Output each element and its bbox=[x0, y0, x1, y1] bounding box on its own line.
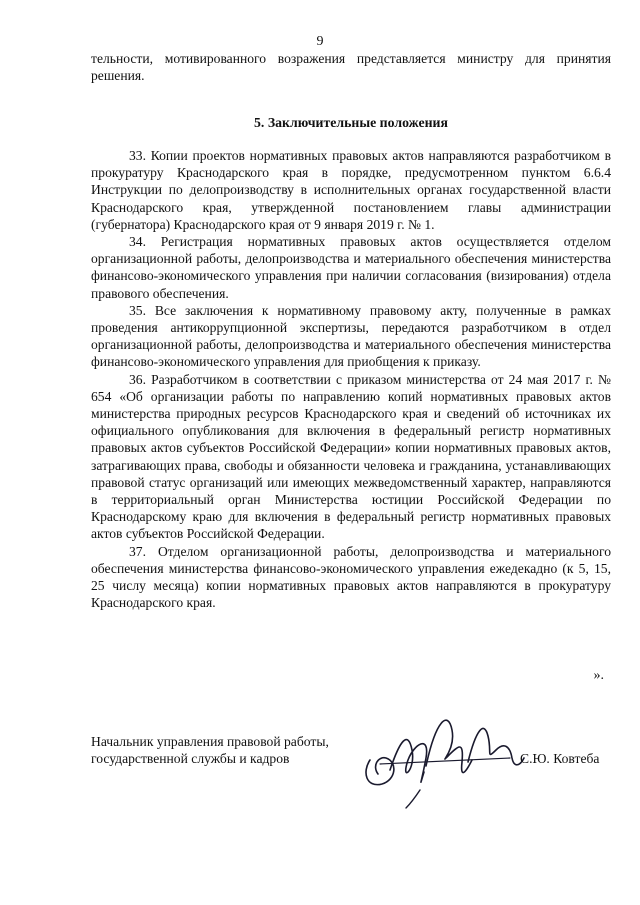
handwritten-signature bbox=[360, 700, 530, 810]
paragraph-34: 34. Регистрация нормативных правовых актов осуществляется отделом организационной работы, делопроизводства и материального обеспечения министерства финансово-экономического управления при наличии согласования (визирования) отдела правового обеспечения. bbox=[91, 234, 611, 301]
page-number: 9 bbox=[316, 34, 324, 49]
paragraph-36: 36. Разработчиком в соответствии с приказом министерства от 24 мая 2017 г. № 654 «Об организации работы по направлению копий нормативных правовых актов министерства природных ресурсов Краснодарского края и сведений об источниках их официального опубликования для включения в федеральный регистр нормативных правовых актов субъектов Российской Федерации» копии нормативных правовых актов, затрагивающих права, свободы и обязанности человека и гражданина, устанавливающих правовой статус организаций или имеющих межведомственный характер, направляются в территориальный орган Министерства юстиции Российской Федерации по Краснодарскому краю для включения в федеральный регистр нормативных правовых актов субъектов Российской Федерации. bbox=[91, 371, 611, 542]
intro-text: тельности, мотивированного возражения представляется министру для принятия решения. bbox=[91, 51, 611, 84]
paragraphs-block bbox=[91, 147, 611, 611]
intro-paragraph bbox=[91, 50, 611, 84]
paragraph-33: 33. Копии проектов нормативных правовых актов направляются разработчиком в прокуратуру Краснодарского края в порядке, предусмотренном пунктом 6.6.4 Инструкции по делопроизводству в исполнительных органах государственной власти Краснодарского края, утвержденной постановлением главы администрации (губернатора) Краснодарского края от 9 января 2019 г. № 1. bbox=[91, 148, 611, 232]
signer-title-line-1: Начальник управления правовой работы, bbox=[91, 734, 329, 749]
signer-title bbox=[91, 733, 329, 767]
signer-name: С.Ю. Ковтеба bbox=[520, 751, 600, 766]
closing-quote: ». bbox=[593, 668, 604, 683]
paragraph-37: 37. Отделом организационной работы, делопроизводства и материального обеспечения министерства финансово-экономического управления ежедекадно (к 5, 15, 25 числу месяца) копии нормативных правовых актов направляются в прокуратуру Краснодарского края. bbox=[91, 543, 611, 611]
signer-title-line-2: государственной службы и кадров bbox=[91, 751, 290, 767]
paragraph-35: 35. Все заключения к нормативному правовому акту, полученные в рамках проведения антикоррупционной экспертизы, передаются разработчиком в отдел организационной работы, делопроизводства и материального обеспечения министерства финансово-экономического управления для приобщения к приказу. bbox=[91, 302, 611, 370]
section-title: 5. Заключительные положения bbox=[254, 115, 448, 130]
